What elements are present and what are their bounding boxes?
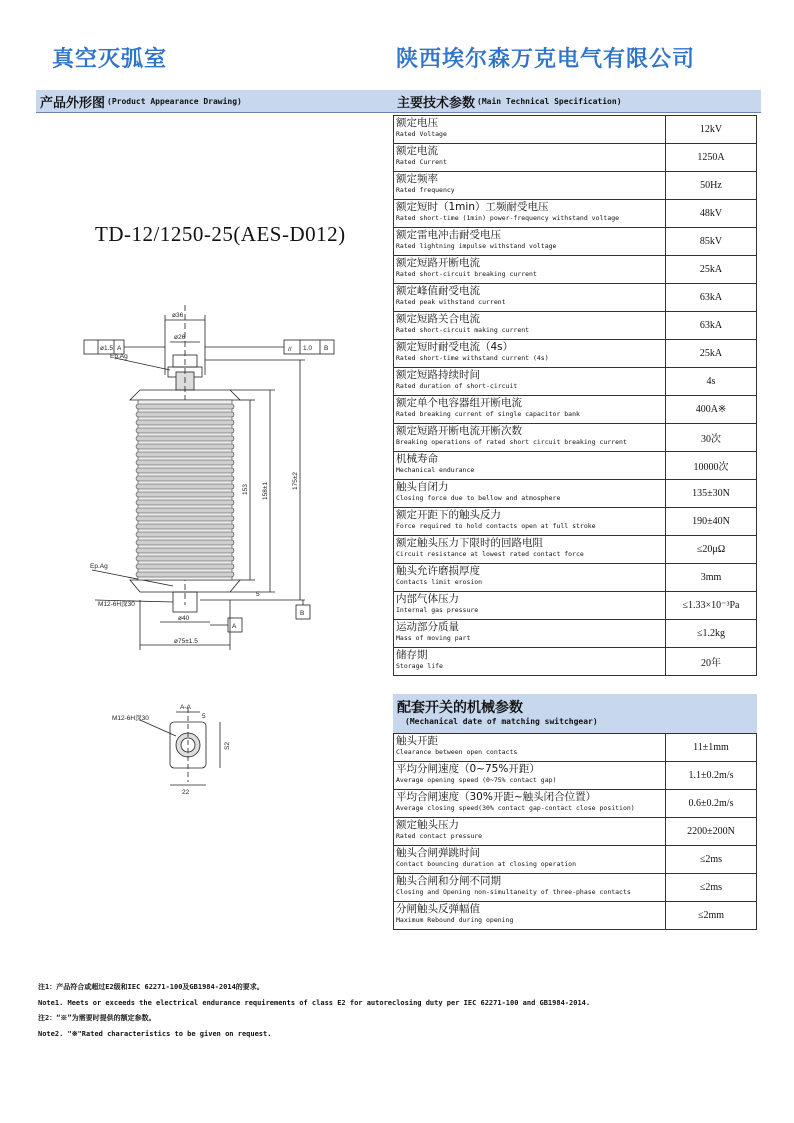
note1-en: Note1. Meets or exceeds the electrical endurance requirements of class E2 for autoreclosing duty per IEC 62271-100 and GB1984-2014.: [38, 998, 591, 1007]
spec-name-en: Rated Voltage: [396, 130, 447, 138]
note2-en: Note2. "※"Rated characteristics to be given on request.: [38, 1029, 272, 1038]
tol-left-ref: A: [117, 345, 122, 352]
section-view: [110, 700, 250, 800]
body-rib: [136, 492, 234, 497]
body-rib: [136, 412, 234, 417]
spec-value: ≤20μΩ: [666, 536, 757, 564]
section-label: A-A: [180, 704, 191, 711]
spec-name-cell: [394, 340, 666, 368]
spec-name-en: Circuit resistance at lowest rated contact force: [396, 550, 584, 558]
spec-value: 12kV: [666, 116, 757, 144]
spec-value: ≤2mm: [666, 902, 757, 930]
spec-name-cell: [394, 846, 666, 874]
body-rib: [136, 428, 234, 433]
spec-name-cell: [394, 734, 666, 762]
spec-value: 63kA: [666, 312, 757, 340]
body-rib: [136, 500, 234, 505]
spec-name-cn: 额定短路关合电流: [396, 313, 480, 325]
datum-b: B: [300, 610, 305, 617]
spec-name-cn: 额定触头压力下限时的回路电阻: [396, 537, 543, 549]
spec-name-cn: 触头合闸弹跳时间: [396, 847, 480, 859]
spec-name-en: Closing and Opening non-simultaneity of three-phase contacts: [396, 888, 631, 896]
drawing-section-title-en: (Product Appearance Drawing): [107, 96, 242, 106]
body-rib: [136, 540, 234, 545]
spec-name-cn: 额定电压: [396, 117, 438, 129]
spec-row: [394, 284, 757, 312]
body-rib: [136, 564, 234, 569]
spec-row: [394, 144, 757, 172]
spec-name-en: Rated Current: [396, 158, 447, 166]
spec-name-cn: 额定短时（1min）工频耐受电压: [396, 201, 549, 213]
spec-name-en: Contact bouncing duration at closing operation: [396, 860, 577, 868]
body-rib: [136, 556, 234, 561]
model-number: TD-12/1250-25(AES-D012): [95, 222, 346, 246]
body-rib: [136, 420, 234, 425]
spec-row: [394, 620, 757, 648]
spec-value: ≤2ms: [666, 846, 757, 874]
drawing-section-title: 产品外形图: [40, 95, 106, 111]
spec-row: [394, 762, 757, 790]
spec-name-cn: 额定电流: [396, 145, 438, 157]
body-rib: [136, 476, 234, 481]
spec-row: [394, 200, 757, 228]
spec-value: 400A※: [666, 396, 757, 424]
spec-row: [394, 228, 757, 256]
spec-row: [394, 424, 757, 452]
spec-name-cell: [394, 284, 666, 312]
spec-name-cell: [394, 902, 666, 930]
spec-value: 50Hz: [666, 172, 757, 200]
dim-top-outer: ø36: [172, 312, 184, 319]
plating-bottom: Ep.Ag: [90, 563, 108, 570]
spec-value: 25kA: [666, 256, 757, 284]
body-rib: [136, 436, 234, 441]
spec-row: [394, 790, 757, 818]
spec-value: ≤1.2kg: [666, 620, 757, 648]
tol-right-value: 1.0: [303, 345, 313, 352]
spec-name-cell: [394, 424, 666, 452]
spec-value: 11±1mm: [666, 734, 757, 762]
spec-name-cn: 额定峰值耐受电流: [396, 285, 480, 297]
spec-name-en: Clearance between open contacts: [396, 748, 518, 756]
spec-row: [394, 648, 757, 676]
spec-name-cn: 额定短时耐受电流（4s）: [396, 341, 514, 353]
spec-row: [394, 564, 757, 592]
spec-name-cn: 平均合闸速度（30%开距~触头闭合位置）: [396, 791, 597, 803]
note1-cn: 注1：产品符合或超过E2级和IEC 62271-100及GB1984-2014的要求。: [38, 983, 264, 991]
spec-name-cell: [394, 256, 666, 284]
spec-name-cn: 额定开距下的触头反力: [396, 509, 501, 521]
spec-name-en: Breaking operations of rated short circuit breaking current: [396, 438, 627, 446]
spec-name-en: Force required to hold contacts open at full stroke: [396, 522, 596, 530]
spec-name-en: Rated breaking current of single capacitor bank: [396, 410, 580, 418]
dim-158: 158±1: [262, 481, 269, 500]
spec-value: 85kV: [666, 228, 757, 256]
drawing-section-header: [36, 90, 394, 113]
body-rib: [136, 452, 234, 457]
spec-name-cell: [394, 228, 666, 256]
spec-name-cn: 额定雷电冲击耐受电压: [396, 229, 501, 241]
spec-row: [394, 508, 757, 536]
spec-value: 2200±200N: [666, 818, 757, 846]
spec-name-en: Rated short-time withstand current (4s): [396, 354, 549, 362]
spec-name-cell: [394, 762, 666, 790]
spec-value: ≤1.33×10⁻³Pa: [666, 592, 757, 620]
spec-name-cn: 额定触头压力: [396, 819, 459, 831]
dim-top-inner: ø26: [174, 334, 186, 341]
spec-name-cn: 额定频率: [396, 173, 438, 185]
spec-name-cell: [394, 200, 666, 228]
spec-name-cell: [394, 874, 666, 902]
spec-name-en: Average closing speed(30% contact gap-contact close position): [396, 804, 635, 812]
body-rib: [136, 484, 234, 489]
spec-row: [394, 734, 757, 762]
spec-name-cell: [394, 452, 666, 480]
spec-value: 20年: [666, 648, 757, 676]
section-thread: M12-6H深30: [112, 715, 149, 722]
spec-section-title-en: (Main Technical Specification): [477, 96, 622, 106]
spec-name-cell: [394, 480, 666, 508]
dim-175: 175±2: [292, 471, 299, 490]
mech-section-title: 配套开关的机械参数: [397, 700, 523, 716]
spec-row: [394, 846, 757, 874]
spec-section-header: [393, 90, 761, 113]
dim-5: 5: [256, 591, 260, 598]
datum-a: A: [232, 623, 237, 630]
spec-name-en: Rated duration of short-circuit: [396, 382, 518, 390]
spec-name-en: Rated short-circuit breaking current: [396, 270, 537, 278]
spec-name-cn: 平均分闸速度（0~75%开距）: [396, 763, 540, 775]
spec-name-cell: [394, 312, 666, 340]
spec-name-cell: [394, 790, 666, 818]
spec-name-cell: [394, 116, 666, 144]
spec-row: [394, 902, 757, 930]
plating-top: Ep.Ag: [110, 353, 128, 360]
spec-name-cn: 触头合闸和分闸不同期: [396, 875, 501, 887]
spec-name-cell: [394, 172, 666, 200]
spec-name-cell: [394, 144, 666, 172]
spec-name-cn: 额定短路开断电流开断次数: [396, 425, 522, 437]
spec-row: [394, 340, 757, 368]
mech-section-header: [393, 694, 757, 733]
spec-name-cn: 额定短路持续时间: [396, 369, 480, 381]
spec-value: 1250A: [666, 144, 757, 172]
main-spec-table: [393, 115, 757, 676]
spec-row: [394, 256, 757, 284]
note2-cn: 注2：“※”为需要时提供的额定参数。: [38, 1014, 156, 1022]
spec-value: 4s: [666, 368, 757, 396]
spec-name-en: Rated lightning impulse withstand voltage: [396, 242, 557, 250]
spec-row: [394, 874, 757, 902]
spec-name-cn: 内部气体压力: [396, 593, 459, 605]
tol-left-value: ø1.5: [100, 345, 114, 352]
dim-bottom-inner: ø40: [178, 615, 190, 622]
body-rib: [136, 572, 234, 577]
dim-bottom-outer: ø75±1.5: [174, 638, 198, 645]
mech-section-title-en: (Mechanical date of matching switchgear): [405, 717, 598, 726]
spec-value: 190±40N: [666, 508, 757, 536]
spec-row: [394, 480, 757, 508]
spec-name-cell: [394, 508, 666, 536]
spec-row: [394, 536, 757, 564]
spec-name-cn: 机械寿命: [396, 453, 438, 465]
section-dim-22: 22: [182, 789, 190, 796]
body-rib: [136, 516, 234, 521]
spec-value: ≤2ms: [666, 874, 757, 902]
spec-row: [394, 368, 757, 396]
spec-name-cell: [394, 818, 666, 846]
spec-value: 10000次: [666, 452, 757, 480]
spec-name-en: Storage life: [396, 662, 443, 670]
spec-name-cn: 运动部分质量: [396, 621, 459, 633]
body-rib: [136, 548, 234, 553]
spec-value: 0.6±0.2m/s: [666, 790, 757, 818]
spec-row: [394, 818, 757, 846]
spec-value: 48kV: [666, 200, 757, 228]
body-rib: [136, 508, 234, 513]
mech-spec-table: [393, 733, 757, 930]
spec-name-cn: 额定单个电容器组开断电流: [396, 397, 522, 409]
body-rib: [136, 532, 234, 537]
spec-name-en: Average opening speed (0~75% contact gap): [396, 776, 557, 784]
company-name: 陕西埃尔森万克电气有限公司: [396, 47, 696, 72]
spec-value: 63kA: [666, 284, 757, 312]
spec-name-cell: [394, 564, 666, 592]
spec-name-cn: 储存期: [396, 649, 428, 661]
tol-right-ref: B: [324, 345, 329, 352]
body-rib: [136, 460, 234, 465]
footnotes: [38, 980, 590, 1042]
body-rib: [136, 404, 234, 409]
spec-name-cn: 额定短路开断电流: [396, 257, 480, 269]
spec-name-en: Closing force due to bellow and atmosphere: [396, 494, 561, 502]
spec-name-en: Rated short-circuit making current: [396, 326, 530, 334]
spec-name-en: Rated contact pressure: [396, 832, 483, 840]
spec-name-en: Mass of moving part: [396, 634, 471, 642]
document-title: 真空灭弧室: [52, 47, 168, 72]
spec-name-cell: [394, 620, 666, 648]
dim-153: 153: [242, 484, 249, 495]
spec-value: 135±30N: [666, 480, 757, 508]
spec-value: 25kA: [666, 340, 757, 368]
spec-row: [394, 592, 757, 620]
spec-name-cn: 分闸触头反弹幅值: [396, 903, 480, 915]
body-rib: [136, 468, 234, 473]
spec-name-cn: 触头允许磨损厚度: [396, 565, 480, 577]
body-rib: [136, 524, 234, 529]
spec-name-cell: [394, 592, 666, 620]
spec-name-en: Internal gas pressure: [396, 606, 479, 614]
spec-name-en: Rated short-time (1min) power-frequency withstand voltage: [396, 214, 620, 222]
spec-name-cell: [394, 396, 666, 424]
thread-spec: M12-6H深30: [98, 601, 135, 608]
spec-row: [394, 452, 757, 480]
spec-name-cn: 触头自闭力: [396, 481, 449, 493]
spec-name-en: Contacts limit erosion: [396, 578, 483, 586]
spec-row: [394, 396, 757, 424]
spec-name-cell: [394, 536, 666, 564]
spec-name-en: Rated frequency: [396, 186, 455, 194]
spec-row: [394, 172, 757, 200]
section-dim-5: 5: [202, 713, 206, 720]
spec-name-cell: [394, 648, 666, 676]
spec-name-en: Rated peak withstand current: [396, 298, 506, 306]
tol-right-symbol: //: [288, 346, 292, 353]
section-dim-s2: S2: [224, 742, 231, 750]
spec-name-en: Maximum Rebound during opening: [396, 916, 514, 924]
spec-name-cell: [394, 368, 666, 396]
spec-row: [394, 312, 757, 340]
body-rib: [136, 444, 234, 449]
spec-row: [394, 116, 757, 144]
spec-value: 30次: [666, 424, 757, 452]
spec-name-cn: 触头开距: [396, 735, 438, 747]
spec-value: 1.1±0.2m/s: [666, 762, 757, 790]
spec-value: 3mm: [666, 564, 757, 592]
spec-section-title: 主要技术参数: [397, 95, 476, 111]
spec-name-en: Mechanical endurance: [396, 466, 475, 474]
